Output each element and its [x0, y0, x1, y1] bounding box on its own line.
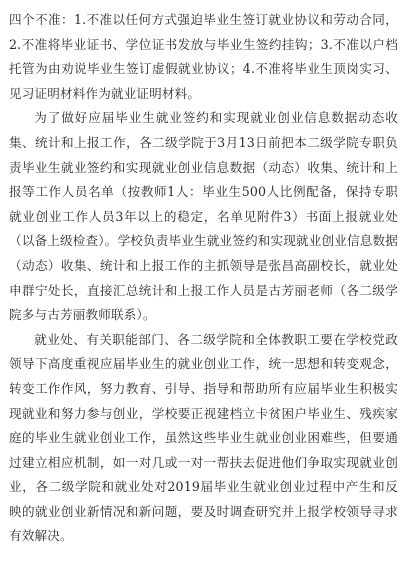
paragraph-employment-work: 就业处、有关职能部门、各二级学院和全体教职工要在学校党政领导下高度重视应届毕业生的就业创业工作，统一思想和转变观念，转变工作作风，努力教育、引导、指导和帮助所有应届毕业生积极实现就业和努力参与创业，学校要正视建档立卡贫困户毕业生、残疾家庭的毕业生就业创业工作，虽然这些毕业生就业创业困难些，但要通过建立相应机制，如一对几或一对一帮扶去促进他们争取实现就业创业，各二级学院和就业处对2019届毕业生就业创业过程中产生和反映的就业创业新情况和新问题，要及时调查研究并上报学校领导寻求有效解决。 [9, 331, 398, 544]
paragraph-four-prohibitions: 四个不准：1.不准以任何方式强迫毕业生签订就业协议和劳动合同，2.不准将毕业证书、学位证书发放与毕业生签约挂钩；3.不准以户档托管为由劝说毕业生签订虚假就业协议；4.不准将毕业生顶岗实习、见习证明材料作为就业证明材料。 [9, 12, 398, 101]
paragraph-data-collection: 为了做好应届毕业生就业签约和实现就业创业信息数据动态收集、统计和上报工作，各二级学院于3月13日前把本二级学院专职负责毕业生就业签约和实现就业创业信息数据（动态）收集、统计和上报等工作人员名单（按教师1人：毕业生500人比例配备，保持专职就业创业工作人员3年以上的稳定，名单见附件3）书面上报就业处（以备上级检查）。学校负责毕业生就业签约和实现就业创业信息数据（动态）收集、统计和上报工作的主抓领导是张昌高副校长，就业处申群宁处长，直接汇总统计和上报工作人员是古芳丽老师（各二级学院多与古芳丽教师联系）。 [9, 110, 398, 323]
